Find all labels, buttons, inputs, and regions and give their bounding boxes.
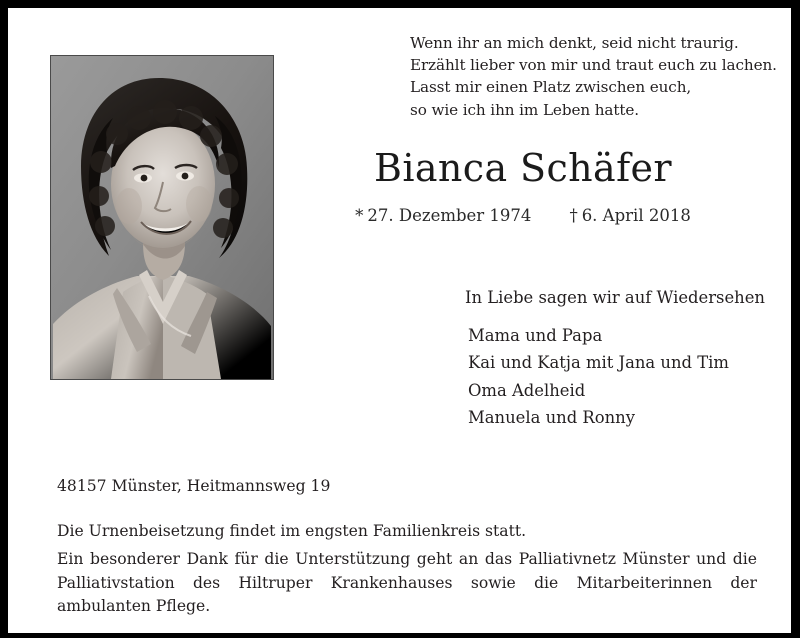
birth-star-icon: *: [355, 206, 364, 225]
death-date-group: [569, 206, 690, 225]
mourner-name-3: Oma Adelheid: [468, 380, 586, 400]
mourner-name-1: Mama und Papa: [468, 325, 603, 345]
poem-line-1: Wenn ihr an mich denkt, seid nicht traurig.: [410, 34, 739, 52]
poem-line-3: Lasst mir einen Platz zwischen euch,: [410, 78, 692, 97]
address-line: 48157 Münster, Heitmannsweg 19: [57, 477, 331, 495]
poem-line-2: Erzählt lieber von mir und traut euch zu lachen.: [410, 56, 777, 75]
thanks-note: Ein besonderer Dank für die Unterstützung geht an das Palliativnetz Münster und die Palliativstation des Hiltruper Krankenhauses sowie die Mitarbeiterinnen der ambulanten Pflege.: [57, 550, 757, 615]
notice-inner: [8, 8, 791, 633]
portrait-photo: [50, 55, 274, 380]
life-dates: [298, 205, 748, 227]
mourners-lead: In Liebe sagen wir auf Wiedersehen: [465, 288, 765, 307]
poem-line-4: so wie ich ihn im Leben hatte.: [410, 100, 639, 119]
mourners-block: [465, 284, 765, 432]
birth-date-group: [355, 206, 531, 225]
death-cross-icon: †: [569, 206, 578, 225]
memorial-poem: [410, 32, 777, 121]
birth-date: 27. Dezember 1974: [367, 206, 532, 225]
mourner-name-4: Manuela und Ronny: [468, 408, 635, 427]
deceased-name: Bianca Schäfer: [374, 146, 672, 190]
burial-note: Die Urnenbeisetzung findet im engsten Familienkreis statt.: [57, 522, 527, 540]
mourner-name-2: Kai und Katja mit Jana und Tim: [468, 353, 729, 372]
death-date: 6. April 2018: [581, 206, 691, 225]
portrait-photo-graphic: [51, 56, 273, 379]
